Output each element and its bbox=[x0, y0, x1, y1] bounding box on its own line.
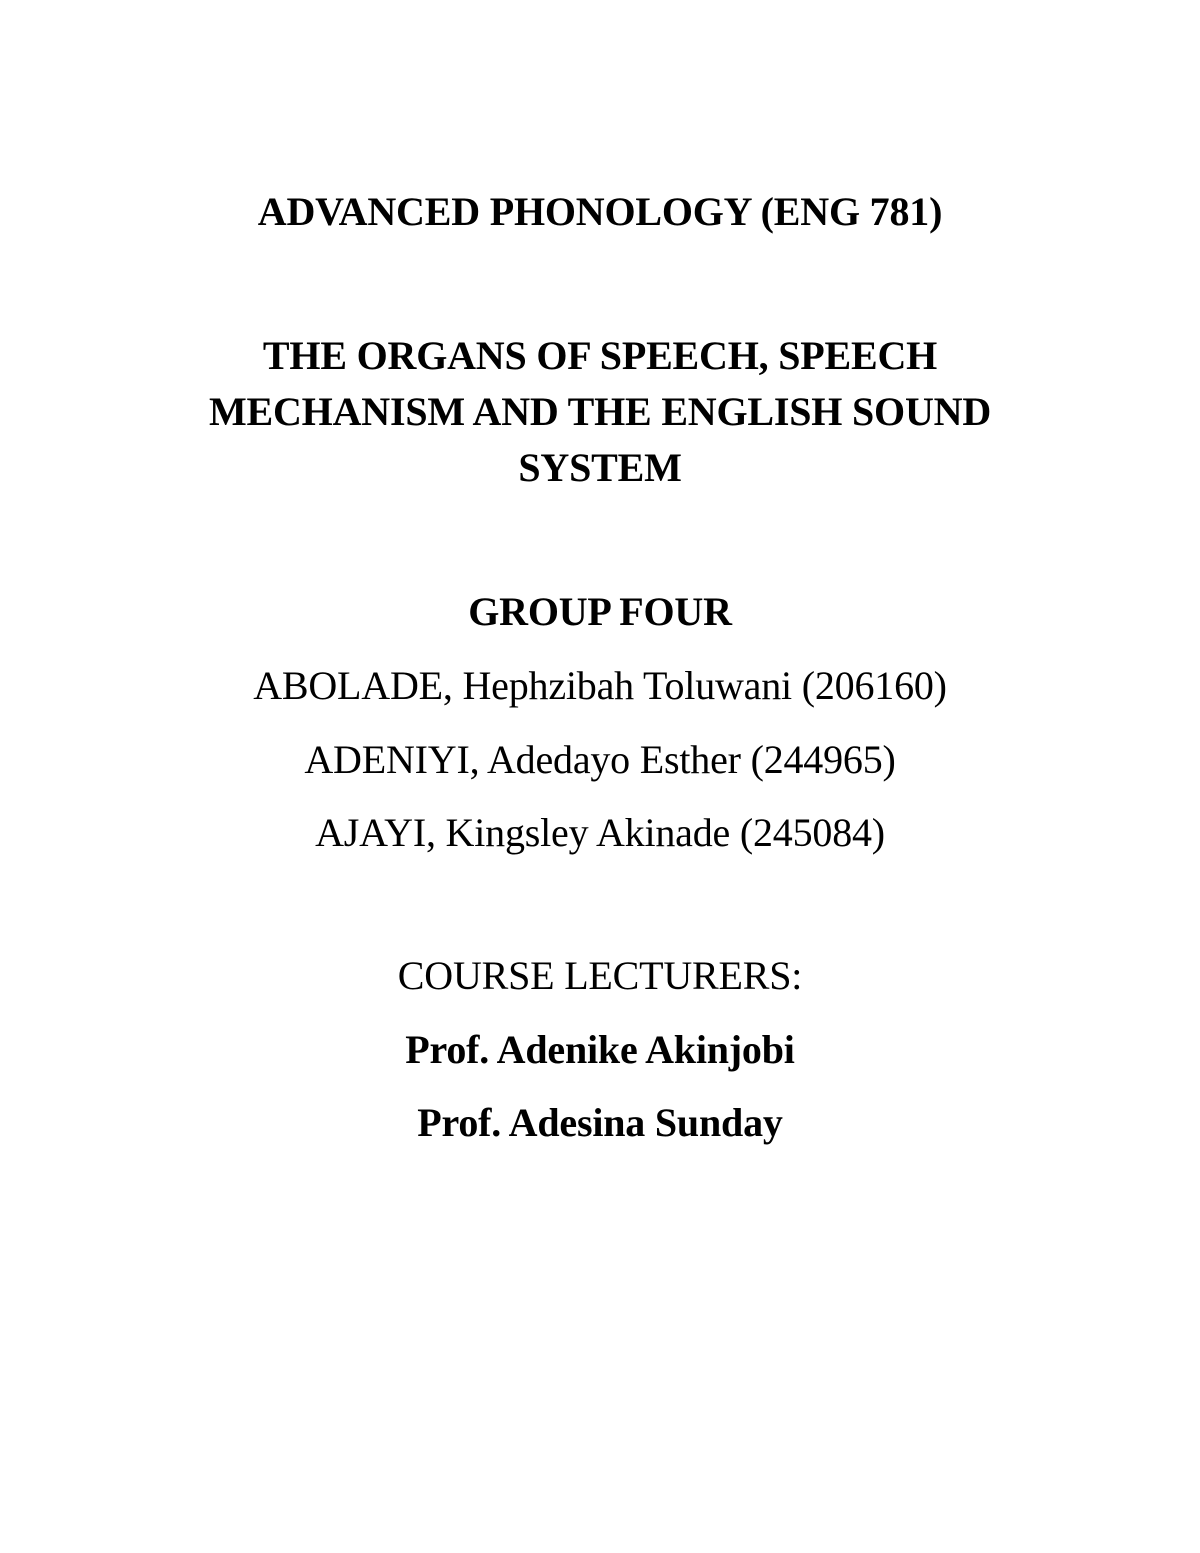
group-member: AJAYI, Kingsley Akinade (245084) bbox=[315, 810, 885, 855]
lecturer-name: Prof. Adesina Sunday bbox=[417, 1100, 783, 1145]
lecturers-heading: COURSE LECTURERS: bbox=[397, 953, 803, 998]
group-heading: GROUP FOUR bbox=[468, 589, 732, 634]
group-member: ABOLADE, Hephzibah Toluwani (206160) bbox=[253, 663, 947, 708]
group-member: ADENIYI, Adedayo Esther (244965) bbox=[304, 737, 896, 782]
course-title: ADVANCED PHONOLOGY (ENG 781) bbox=[257, 189, 943, 234]
topic-title-line: MECHANISM AND THE ENGLISH SOUND bbox=[208, 389, 992, 434]
lecturer-name: Prof. Adenike Akinjobi bbox=[405, 1027, 795, 1072]
topic-title-line: SYSTEM bbox=[518, 445, 682, 490]
topic-title-line: THE ORGANS OF SPEECH, SPEECH bbox=[262, 333, 938, 378]
